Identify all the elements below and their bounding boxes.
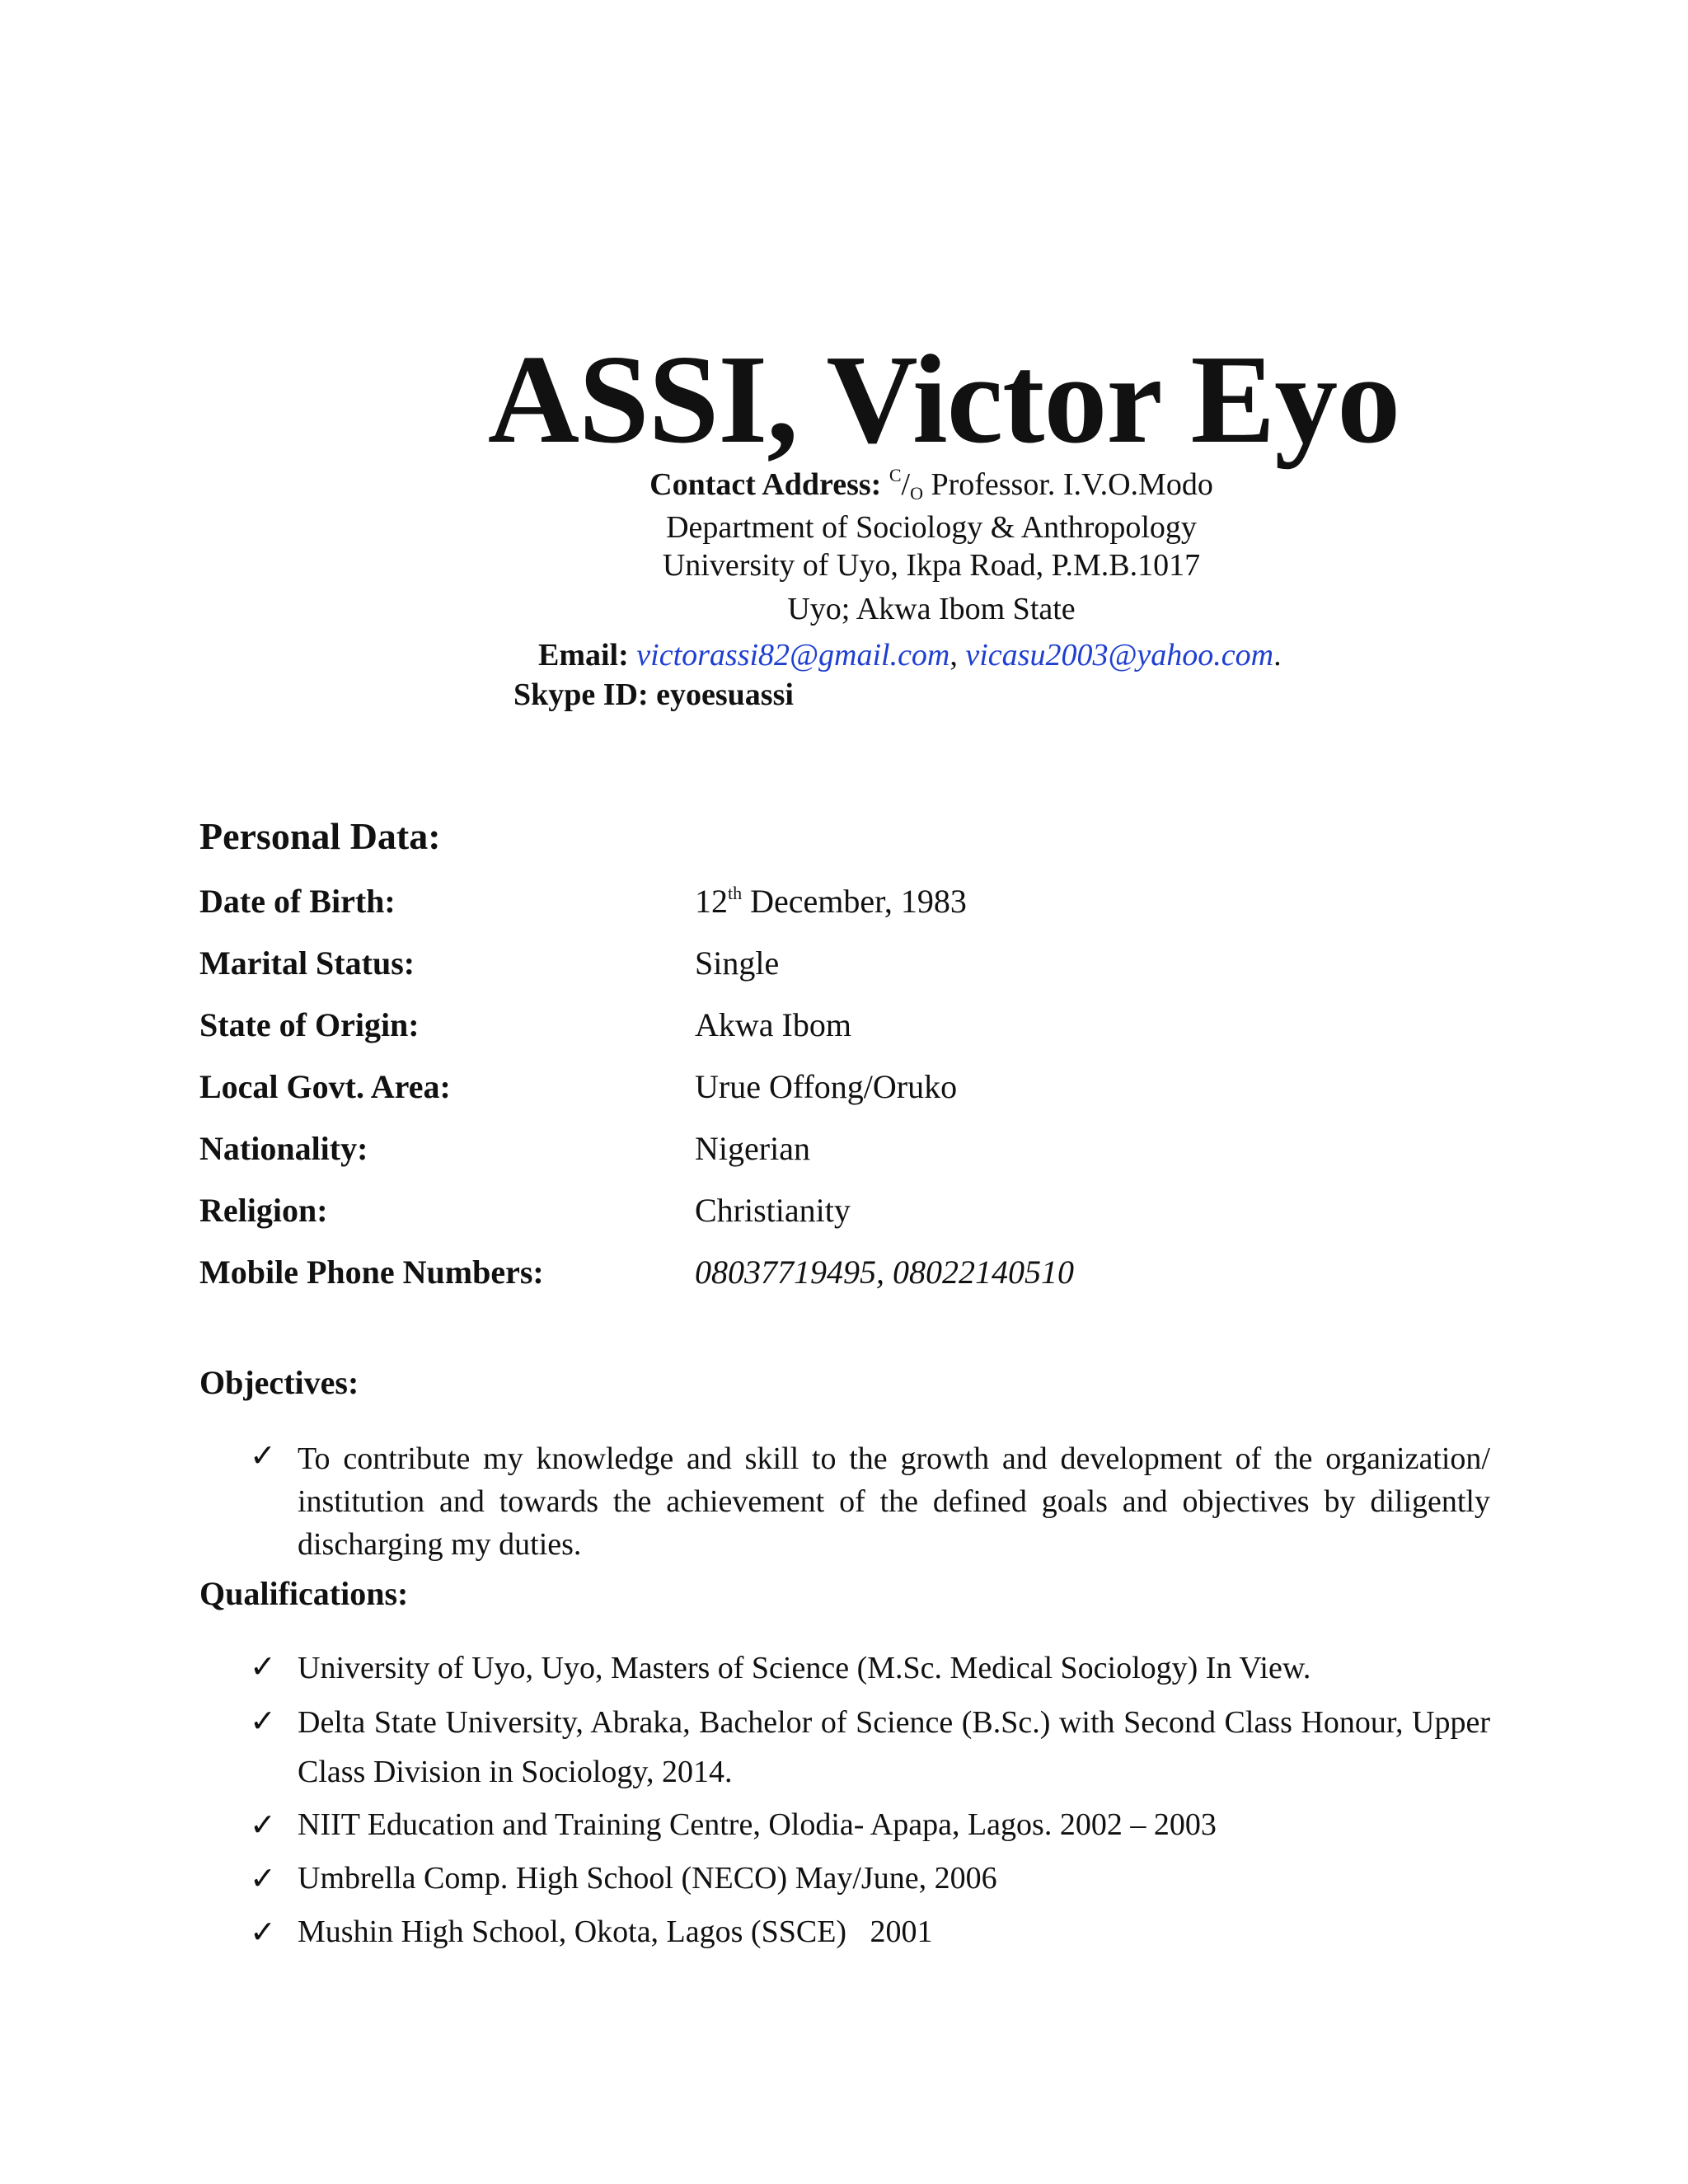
address-line-3: University of Uyo, Ikpa Road, P.M.B.1017 bbox=[662, 548, 1201, 583]
checkmark-icon: ✓ bbox=[250, 1439, 276, 1474]
address-line-1: Professor. I.V.O.Modo bbox=[931, 467, 1213, 502]
qualification-item: Mushin High School, Okota, Lagos (SSCE) 2001 bbox=[298, 1915, 933, 1949]
state-of-origin-label: State of Origin: bbox=[199, 1006, 420, 1043]
checkmark-icon: ✓ bbox=[250, 1650, 276, 1685]
nationality-label: Nationality: bbox=[199, 1130, 368, 1167]
skype-id: Skype ID: eyoesuassi bbox=[513, 677, 794, 712]
lga-label: Local Govt. Area: bbox=[199, 1068, 451, 1105]
address-line-2: Department of Sociology & Anthropology bbox=[666, 510, 1197, 545]
email-link-gmail[interactable]: victorassi82@gmail.com bbox=[636, 638, 950, 673]
contact-address-line bbox=[0, 465, 1688, 504]
qualifications-heading: Qualifications: bbox=[199, 1575, 409, 1612]
candidate-name: ASSI, Victor Eyo bbox=[487, 330, 1400, 470]
email-link-yahoo[interactable]: vicasu2003@yahoo.com bbox=[965, 638, 1274, 673]
nationality-value: Nigerian bbox=[695, 1130, 810, 1167]
marital-status-label: Marital Status: bbox=[199, 944, 415, 982]
dob-label: Date of Birth: bbox=[199, 883, 396, 920]
care-of-mark: $^C$/O bbox=[889, 465, 923, 504]
contact-address-label: Contact Address: bbox=[649, 467, 882, 502]
lga-value: Urue Offong/Oruko bbox=[695, 1068, 958, 1105]
checkmark-icon: ✓ bbox=[250, 1862, 276, 1896]
checkmark-icon: ✓ bbox=[250, 1915, 276, 1950]
dob-value: 12th December, 1983 bbox=[695, 883, 967, 920]
checkmark-icon: ✓ bbox=[250, 1704, 276, 1739]
email-label: Email: bbox=[538, 638, 629, 673]
email-line bbox=[538, 637, 1282, 673]
religion-value: Christianity bbox=[695, 1192, 851, 1229]
qualification-item: Umbrella Comp. High School (NECO) May/June, 2006 bbox=[298, 1861, 997, 1896]
qualification-item: University of Uyo, Uyo, Masters of Science (M.Sc. Medical Sociology) In View. bbox=[298, 1651, 1311, 1685]
address-line-4: Uyo; Akwa Ibom State bbox=[787, 592, 1076, 626]
qualification-item: NIIT Education and Training Centre, Olodia- Apapa, Lagos. 2002 – 2003 bbox=[298, 1807, 1217, 1842]
personal-data-heading: Personal Data: bbox=[199, 815, 441, 857]
email-end: . bbox=[1273, 638, 1282, 673]
email-separator: , bbox=[950, 638, 958, 673]
checkmark-icon: ✓ bbox=[250, 1808, 276, 1843]
state-of-origin-value: Akwa Ibom bbox=[695, 1006, 851, 1043]
objective-item: To contribute my knowledge and skill to the growth and development of the organization/ institution and towards the achievement of the defined goals and objectives by diligently discharging my duties. bbox=[298, 1441, 1490, 1562]
marital-status-value: Single bbox=[695, 944, 780, 982]
qualification-item: Delta State University, Abraka, Bachelor of Science (B.Sc.) with Second Class Honour, Upper Class Division in Sociology, 2014. bbox=[298, 1705, 1490, 1789]
objectives-heading: Objectives: bbox=[199, 1364, 359, 1401]
religion-label: Religion: bbox=[199, 1192, 328, 1229]
phone-value: 08037719495, 08022140510 bbox=[695, 1254, 1074, 1291]
phone-label: Mobile Phone Numbers: bbox=[199, 1254, 544, 1291]
